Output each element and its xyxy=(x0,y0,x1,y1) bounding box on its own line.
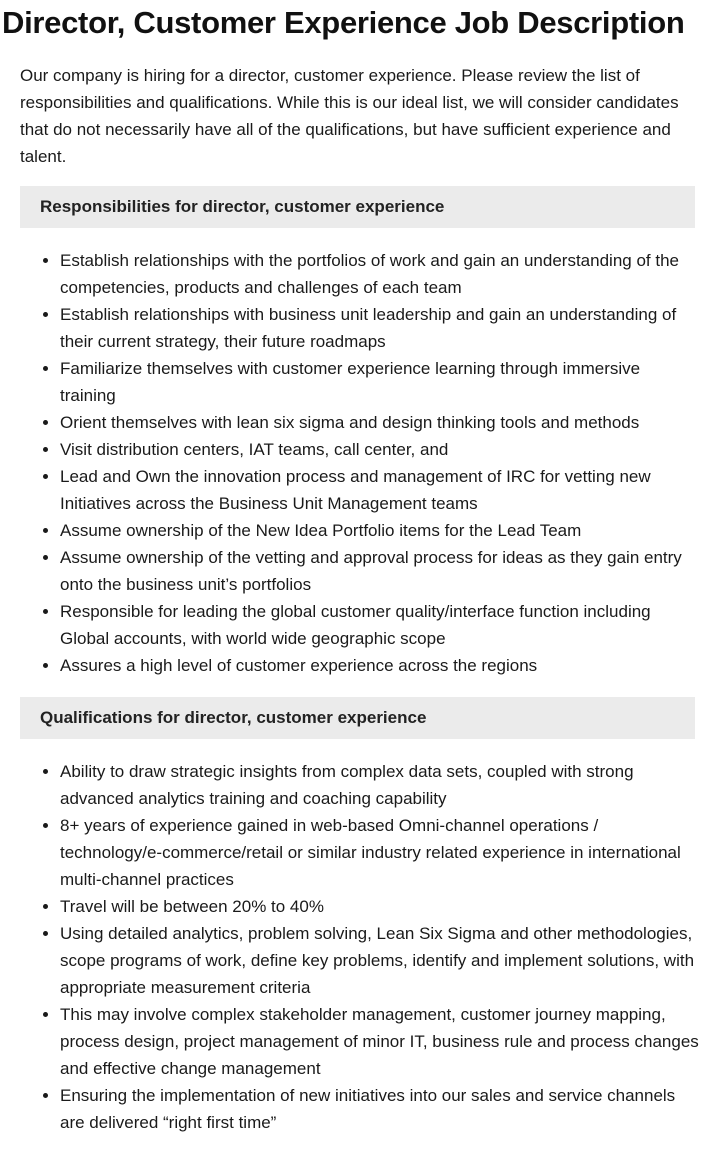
list-item: • Orient themselves with lean six sigma and design thinking tools and methods xyxy=(60,409,700,436)
list-item: • Establish relationships with the portfolios of work and gain an understanding of the competencies, products and challenges of each team xyxy=(60,247,700,301)
responsibilities-heading: Responsibilities for director, customer experience xyxy=(20,186,695,228)
list-item: • 8+ years of experience gained in web-based Omni-channel operations / technology/e-commerce/retail or similar industry related experience in international multi-channel practices xyxy=(60,812,700,893)
list-item: • This may involve complex stakeholder management, customer journey mapping, process design, project management of minor IT, business rule and process changes and effective change management xyxy=(60,1001,700,1082)
list-item: • Using detailed analytics, problem solving, Lean Six Sigma and other methodologies, scope programs of work, define key problems, identify and implement solutions, with appropriate measurement criteria xyxy=(60,920,700,1001)
list-item: • Assume ownership of the New Idea Portfolio items for the Lead Team xyxy=(60,517,700,544)
list-item: • Assume ownership of the vetting and approval process for ideas as they gain entry onto the business unit’s portfolios xyxy=(60,544,700,598)
qualifications-list xyxy=(20,758,700,1136)
list-item: • Ensuring the implementation of new initiatives into our sales and service channels are delivered “right first time” xyxy=(60,1082,700,1136)
responsibilities-list xyxy=(20,247,700,679)
list-item: • Assures a high level of customer experience across the regions xyxy=(60,652,700,679)
list-item: • Ability to draw strategic insights from complex data sets, coupled with strong advanced analytics training and coaching capability xyxy=(60,758,700,812)
list-item: • Responsible for leading the global customer quality/interface function including Global accounts, with world wide geographic scope xyxy=(60,598,700,652)
list-item: • Familiarize themselves with customer experience learning through immersive training xyxy=(60,355,700,409)
list-item: • Establish relationships with business unit leadership and gain an understanding of their current strategy, their future roadmaps xyxy=(60,301,700,355)
list-item: • Travel will be between 20% to 40% xyxy=(60,893,700,920)
qualifications-heading: Qualifications for director, customer experience xyxy=(20,697,695,739)
intro-paragraph: Our company is hiring for a director, customer experience. Please review the list of responsibilities and qualifications. While this is our ideal list, we will consider candidates that do not necessarily have all of the qualifications, but have sufficient experience and talent. xyxy=(20,66,679,166)
page-title: Director, Customer Experience Job Description xyxy=(2,5,685,40)
list-item: • Visit distribution centers, IAT teams, call center, and xyxy=(60,436,700,463)
list-item: • Lead and Own the innovation process and management of IRC for vetting new Initiatives across the Business Unit Management teams xyxy=(60,463,700,517)
